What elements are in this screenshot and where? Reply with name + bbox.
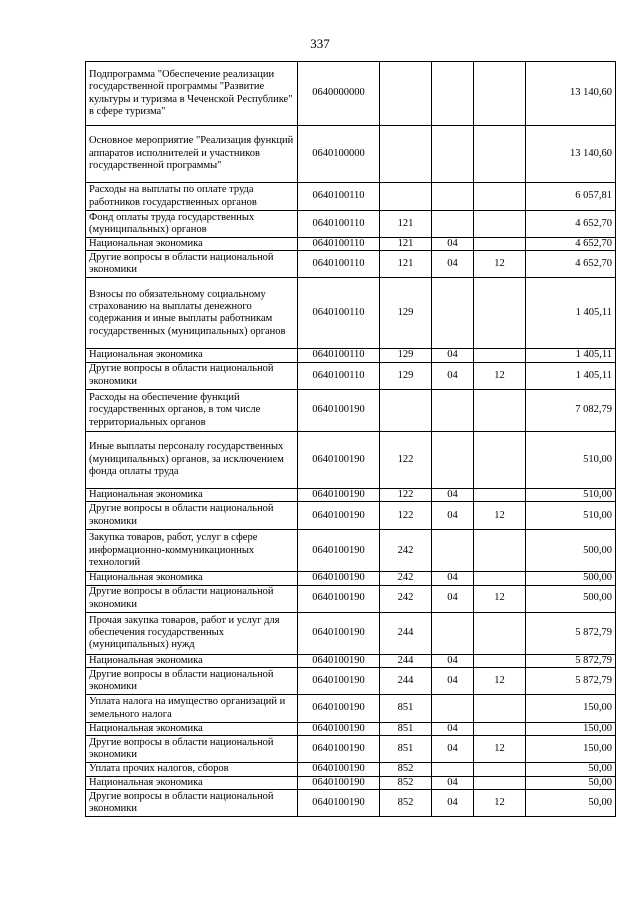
row-expense-type: 851	[380, 695, 432, 723]
row-code: 0640100190	[298, 488, 380, 501]
row-subsection	[474, 62, 526, 126]
row-code: 0640100190	[298, 790, 380, 817]
row-code: 0640100190	[298, 572, 380, 585]
row-amount: 5 872,79	[526, 612, 616, 654]
row-amount: 5 872,79	[526, 654, 616, 667]
row-name: Национальная экономика	[86, 654, 298, 667]
row-section: 04	[432, 723, 474, 736]
row-section: 04	[432, 668, 474, 695]
row-expense-type: 122	[380, 502, 432, 530]
row-name: Взносы по обязательному социальному страхованию на выплаты денежного содержания и иные выплаты работникам государственных (муниципальных) органов	[86, 278, 298, 349]
table-row	[86, 183, 616, 211]
row-section: 04	[432, 502, 474, 530]
row-amount: 4 652,70	[526, 251, 616, 278]
row-code: 0640100190	[298, 431, 380, 488]
row-amount: 13 140,60	[526, 126, 616, 183]
row-subsection: 12	[474, 668, 526, 695]
row-name: Другие вопросы в области национальной экономики	[86, 585, 298, 612]
row-code: 0640100000	[298, 126, 380, 183]
row-name: Подпрограмма "Обеспечение реализации государственной программы "Развитие культуры и туризма в Чеченской Республике" в сфере туризма"	[86, 62, 298, 126]
row-name: Расходы на выплаты по оплате труда работников государственных органов	[86, 183, 298, 211]
row-code: 0640100190	[298, 776, 380, 789]
row-expense-type: 122	[380, 431, 432, 488]
table-row	[86, 62, 616, 126]
row-subsection: 12	[474, 502, 526, 530]
table-row	[86, 238, 616, 251]
row-amount: 1 405,11	[526, 349, 616, 362]
row-section: 04	[432, 654, 474, 667]
table-row	[86, 572, 616, 585]
table-row	[86, 349, 616, 362]
row-subsection	[474, 612, 526, 654]
budget-table-body	[86, 62, 616, 817]
row-section	[432, 763, 474, 776]
table-row	[86, 723, 616, 736]
table-row	[86, 736, 616, 763]
row-expense-type: 852	[380, 763, 432, 776]
table-row	[86, 389, 616, 431]
row-name: Национальная экономика	[86, 776, 298, 789]
row-section	[432, 183, 474, 211]
row-expense-type: 852	[380, 776, 432, 789]
row-amount: 1 405,11	[526, 278, 616, 349]
row-section: 04	[432, 238, 474, 251]
table-row	[86, 488, 616, 501]
row-section: 04	[432, 488, 474, 501]
table-row	[86, 530, 616, 572]
row-expense-type: 121	[380, 251, 432, 278]
row-amount: 50,00	[526, 776, 616, 789]
row-name: Закупка товаров, работ, услуг в сфере информационно-коммуникационных технологий	[86, 530, 298, 572]
row-subsection	[474, 238, 526, 251]
row-subsection: 12	[474, 251, 526, 278]
row-name: Другие вопросы в области национальной экономики	[86, 362, 298, 389]
table-row	[86, 431, 616, 488]
row-expense-type: 121	[380, 211, 432, 238]
row-amount: 50,00	[526, 763, 616, 776]
table-row	[86, 362, 616, 389]
row-expense-type: 129	[380, 362, 432, 389]
row-name: Национальная экономика	[86, 572, 298, 585]
row-name: Национальная экономика	[86, 488, 298, 501]
row-name: Другие вопросы в области национальной экономики	[86, 251, 298, 278]
row-section	[432, 211, 474, 238]
row-code: 0640100110	[298, 211, 380, 238]
row-subsection	[474, 389, 526, 431]
row-subsection	[474, 488, 526, 501]
row-name: Национальная экономика	[86, 349, 298, 362]
row-name: Иные выплаты персоналу государственных (муниципальных) органов, за исключением фонда оплаты труда	[86, 431, 298, 488]
row-expense-type: 129	[380, 349, 432, 362]
row-name: Фонд оплаты труда государственных (муниципальных) органов	[86, 211, 298, 238]
row-subsection	[474, 776, 526, 789]
row-code: 0640100110	[298, 183, 380, 211]
row-subsection: 12	[474, 585, 526, 612]
row-expense-type	[380, 183, 432, 211]
row-subsection	[474, 654, 526, 667]
row-subsection	[474, 183, 526, 211]
row-code: 0640100190	[298, 668, 380, 695]
row-expense-type	[380, 389, 432, 431]
table-row	[86, 654, 616, 667]
row-expense-type: 244	[380, 654, 432, 667]
row-section: 04	[432, 572, 474, 585]
row-name: Другие вопросы в области национальной экономики	[86, 502, 298, 530]
row-name: Национальная экономика	[86, 238, 298, 251]
row-amount: 150,00	[526, 736, 616, 763]
row-expense-type: 852	[380, 790, 432, 817]
row-section: 04	[432, 776, 474, 789]
row-section: 04	[432, 349, 474, 362]
budget-table	[85, 61, 616, 817]
row-code: 0640100110	[298, 362, 380, 389]
table-row	[86, 211, 616, 238]
row-expense-type: 242	[380, 572, 432, 585]
row-section	[432, 389, 474, 431]
row-expense-type	[380, 126, 432, 183]
row-expense-type: 121	[380, 238, 432, 251]
row-expense-type: 244	[380, 612, 432, 654]
row-subsection	[474, 349, 526, 362]
row-name: Другие вопросы в области национальной экономики	[86, 668, 298, 695]
row-section	[432, 126, 474, 183]
row-amount: 13 140,60	[526, 62, 616, 126]
table-row	[86, 776, 616, 789]
row-name: Уплата налога на имущество организаций и земельного налога	[86, 695, 298, 723]
row-code: 0640100190	[298, 502, 380, 530]
row-subsection	[474, 431, 526, 488]
row-amount: 500,00	[526, 585, 616, 612]
row-section: 04	[432, 736, 474, 763]
row-section	[432, 612, 474, 654]
row-code: 0640100190	[298, 695, 380, 723]
row-section: 04	[432, 251, 474, 278]
table-row	[86, 763, 616, 776]
table-row	[86, 695, 616, 723]
table-row	[86, 278, 616, 349]
row-section: 04	[432, 362, 474, 389]
row-name: Уплата прочих налогов, сборов	[86, 763, 298, 776]
row-subsection	[474, 763, 526, 776]
row-name: Национальная экономика	[86, 723, 298, 736]
row-subsection	[474, 126, 526, 183]
row-amount: 500,00	[526, 572, 616, 585]
row-subsection: 12	[474, 736, 526, 763]
table-row	[86, 126, 616, 183]
row-code: 0640100110	[298, 349, 380, 362]
row-code: 0640100190	[298, 389, 380, 431]
row-code: 0640100190	[298, 530, 380, 572]
row-name: Другие вопросы в области национальной экономики	[86, 790, 298, 817]
table-row	[86, 790, 616, 817]
row-subsection	[474, 572, 526, 585]
row-subsection	[474, 278, 526, 349]
row-subsection	[474, 530, 526, 572]
page-number: 337	[310, 36, 330, 51]
row-amount: 50,00	[526, 790, 616, 817]
row-amount: 5 872,79	[526, 668, 616, 695]
row-code: 0640100110	[298, 251, 380, 278]
row-name: Прочая закупка товаров, работ и услуг для обеспечения государственных (муниципальных) нужд	[86, 612, 298, 654]
row-expense-type: 242	[380, 585, 432, 612]
row-amount: 1 405,11	[526, 362, 616, 389]
row-code: 0640100190	[298, 612, 380, 654]
row-code: 0640000000	[298, 62, 380, 126]
row-section	[432, 278, 474, 349]
row-section	[432, 431, 474, 488]
table-row	[86, 502, 616, 530]
row-amount: 7 082,79	[526, 389, 616, 431]
row-expense-type: 122	[380, 488, 432, 501]
row-section: 04	[432, 585, 474, 612]
row-subsection: 12	[474, 362, 526, 389]
row-expense-type: 851	[380, 723, 432, 736]
row-subsection	[474, 211, 526, 238]
row-amount: 500,00	[526, 530, 616, 572]
row-name: Расходы на обеспечение функций государственных органов, в том числе территориальных органов	[86, 389, 298, 431]
row-expense-type: 851	[380, 736, 432, 763]
row-amount: 150,00	[526, 695, 616, 723]
row-expense-type	[380, 62, 432, 126]
row-amount: 4 652,70	[526, 238, 616, 251]
row-subsection	[474, 695, 526, 723]
row-code: 0640100190	[298, 723, 380, 736]
row-code: 0640100110	[298, 278, 380, 349]
row-amount: 510,00	[526, 502, 616, 530]
row-amount: 6 057,81	[526, 183, 616, 211]
row-code: 0640100190	[298, 763, 380, 776]
row-subsection: 12	[474, 790, 526, 817]
table-row	[86, 251, 616, 278]
row-expense-type: 242	[380, 530, 432, 572]
row-code: 0640100190	[298, 585, 380, 612]
row-code: 0640100110	[298, 238, 380, 251]
table-row	[86, 668, 616, 695]
row-amount: 150,00	[526, 723, 616, 736]
row-section: 04	[432, 790, 474, 817]
row-name: Другие вопросы в области национальной экономики	[86, 736, 298, 763]
row-section	[432, 530, 474, 572]
row-name: Основное мероприятие "Реализация функций аппаратов исполнителей и участников государственной программы"	[86, 126, 298, 183]
row-code: 0640100190	[298, 736, 380, 763]
row-section	[432, 62, 474, 126]
row-amount: 510,00	[526, 431, 616, 488]
row-expense-type: 244	[380, 668, 432, 695]
row-expense-type: 129	[380, 278, 432, 349]
row-subsection	[474, 723, 526, 736]
row-section	[432, 695, 474, 723]
table-row	[86, 585, 616, 612]
table-row	[86, 612, 616, 654]
row-amount: 510,00	[526, 488, 616, 501]
row-amount: 4 652,70	[526, 211, 616, 238]
row-code: 0640100190	[298, 654, 380, 667]
